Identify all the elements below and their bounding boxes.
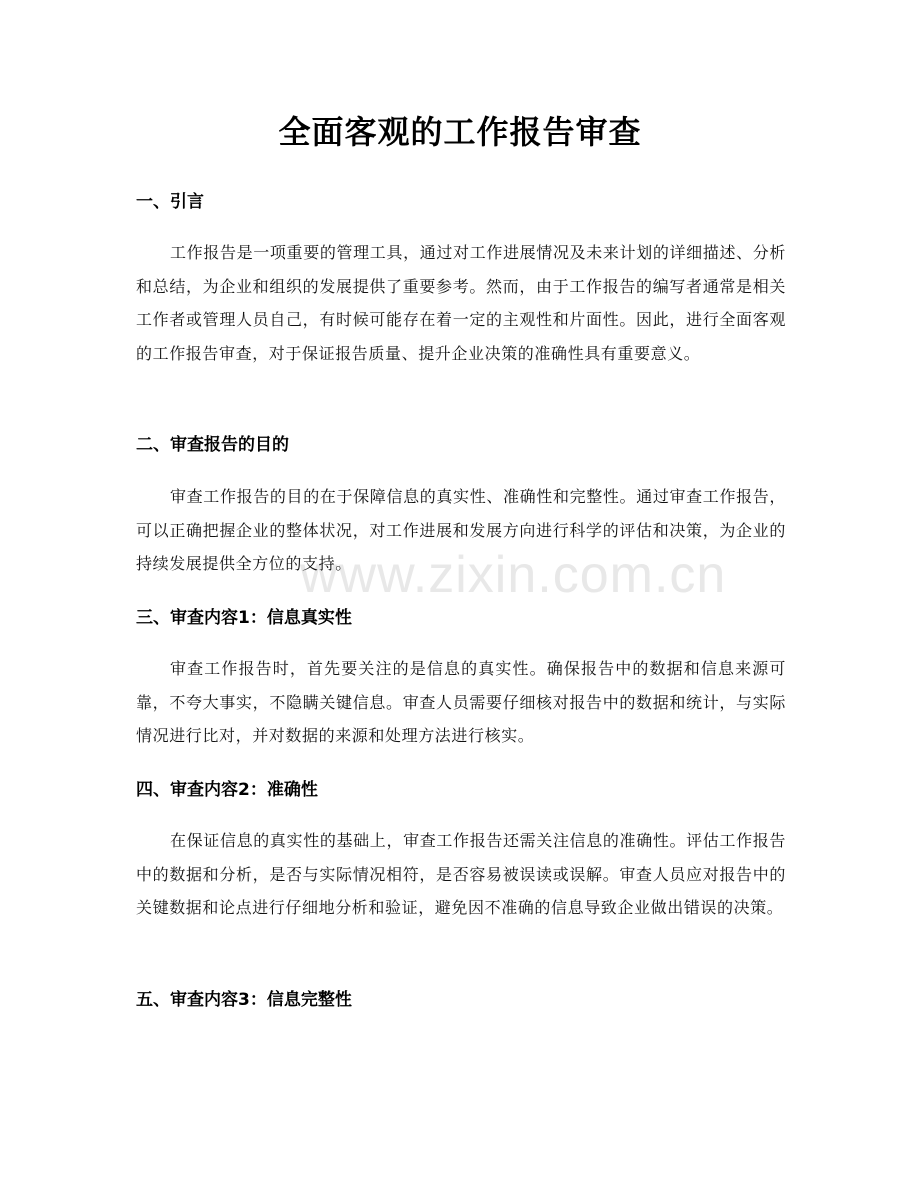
section-paragraph-intro: 工作报告是一项重要的管理工具，通过对工作进展情况及未来计划的详细描述、分析和总结，为企业和组织的发展提供了重要参考。然而，由于工作报告的编写者通常是相关工作者或管理人员自己，有时候可能存在着一定的主观性和片面性。因此，进行全面客观的工作报告审查，对于保证报告质量、提升企业决策的准确性具有重要意义。 xyxy=(136,243,786,363)
section-paragraph-accuracy: 在保证信息的真实性的基础上，审查工作报告还需关注信息的准确性。评估工作报告中的数据和分析，是否与实际情况相符，是否容易被误读或误解。审查人员应对报告中的关键数据和论点进行仔细地分析和验证，避免因不准确的信息导致企业做出错误的决策。 xyxy=(136,831,786,917)
watermark: www.zixin.com.cn xyxy=(300,546,727,604)
section-heading-authenticity: 三、审查内容1：信息真实性 xyxy=(136,608,352,628)
section-heading-completeness: 五、审查内容3：信息完整性 xyxy=(136,990,352,1010)
section-heading-purpose: 二、审查报告的目的 xyxy=(136,435,289,455)
section-paragraph-purpose: 审查工作报告的目的在于保障信息的真实性、准确性和完整性。通过审查工作报告，可以正确把握企业的整体状况，对工作进展和发展方向进行科学的评估和决策，为企业的持续发展提供全方位的支持。 xyxy=(136,487,786,573)
section-heading-intro: 一、引言 xyxy=(136,192,204,212)
page-title: 全面客观的工作报告审查 xyxy=(278,113,642,151)
section-paragraph-authenticity: 审查工作报告时，首先要关注的是信息的真实性。确保报告中的数据和信息来源可靠，不夸大事实，不隐瞒关键信息。审查人员需要仔细核对报告中的数据和统计，与实际情况进行比对，并对数据的来源和处理方法进行核实。 xyxy=(136,659,786,745)
section-heading-accuracy: 四、审查内容2：准确性 xyxy=(136,780,318,800)
